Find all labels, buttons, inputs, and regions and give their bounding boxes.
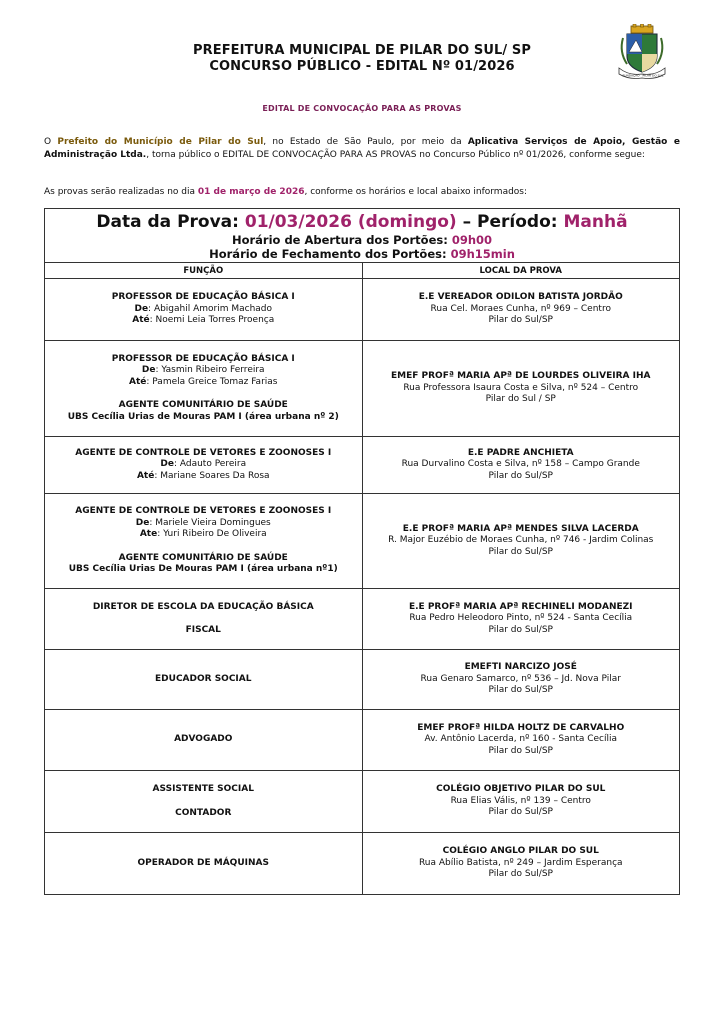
range-to xyxy=(49,529,358,541)
table-row xyxy=(45,279,680,341)
range-from-label: De xyxy=(160,459,174,470)
table-row xyxy=(45,589,680,650)
range-to xyxy=(49,315,358,327)
function-cell xyxy=(45,279,363,341)
function-title-secondary: AGENTE COMUNITÁRIO DE SAÚDE xyxy=(118,552,288,563)
banner-row xyxy=(45,209,680,263)
function-title-secondary: AGENTE COMUNITÁRIO DE SAÚDE xyxy=(118,400,288,411)
location-address: Rua Professora Isaura Costa e Silva, nº 524 – Centro xyxy=(403,382,639,393)
table-row xyxy=(45,494,680,589)
location-address: Av. Antônio Lacerda, nº 160 - Santa Cecília xyxy=(424,734,618,745)
line2-text-1: As provas serão realizadas no dia xyxy=(44,187,198,197)
coat-ribbon-left: FUNDAÇÃO xyxy=(622,73,640,78)
location-address: Rua Pedro Heleodoro Pinto, nº 524 - Santa Cecília xyxy=(409,613,633,624)
table-row xyxy=(45,437,680,494)
location-cell xyxy=(362,494,680,589)
location-city: Pilar do Sul/SP xyxy=(488,470,553,481)
column-header-local: LOCAL DA PROVA xyxy=(362,263,680,279)
function-title: PROFESSOR DE EDUCAÇÃO BÁSICA I xyxy=(111,292,295,303)
banner-closing-line xyxy=(45,247,679,261)
location-city: Pilar do Sul/SP xyxy=(488,869,553,880)
location-city: Pilar do Sul/SP xyxy=(488,315,553,326)
range-from-value: : Mariele Vieira Domingues xyxy=(149,517,271,528)
function-title: OPERADOR DE MÁQUINAS xyxy=(137,857,269,868)
header-title-line1: PREFEITURA MUNICIPAL DE PILAR DO SUL/ SP xyxy=(192,43,531,58)
function-cell xyxy=(45,833,363,895)
location-city: Pilar do Sul/SP xyxy=(488,685,553,696)
banner-data: 01/03/2026 (domingo) xyxy=(244,212,457,232)
function-title: PROFESSOR DE EDUCAÇÃO BÁSICA I xyxy=(111,353,295,364)
range-from xyxy=(49,365,358,377)
intro-text-3: , torna público o EDITAL DE CONVOCAÇÃO PARA AS PROVAS no Concurso Público nº 01/2026, conforme segue: xyxy=(146,150,645,160)
line2-date: 01 de março de 2026 xyxy=(197,187,305,197)
range-to-label: Ate xyxy=(139,529,158,540)
range-from xyxy=(49,304,358,316)
table-row xyxy=(45,650,680,710)
function-subtitle: UBS Cecília Urias de Mouras PAM I (área urbana nº 2) xyxy=(67,411,339,422)
function-title: EDUCADOR SOCIAL xyxy=(155,673,252,684)
range-from-label: De xyxy=(134,303,149,314)
location-city: Pilar do Sul/SP xyxy=(488,546,553,557)
location-name: COLÉGIO OBJETIVO PILAR DO SUL xyxy=(436,784,606,795)
range-to-label: Até xyxy=(136,470,155,481)
range-to xyxy=(49,471,358,483)
banner-label-periodo: – Período: xyxy=(456,212,564,232)
range-from xyxy=(49,459,358,471)
location-cell xyxy=(362,437,680,494)
function-cell xyxy=(45,710,363,771)
intro-text-1: O xyxy=(44,137,58,147)
location-city: Pilar do Sul/SP xyxy=(488,807,553,818)
banner-cell xyxy=(45,209,680,263)
function-title-secondary: FISCAL xyxy=(185,625,221,635)
location-cell xyxy=(362,341,680,437)
location-name: E.E PADRE ANCHIETA xyxy=(467,447,574,458)
location-cell xyxy=(362,589,680,650)
range-to-value: : Pamela Greice Tomaz Farias xyxy=(146,376,278,387)
range-to-value: : Noemi Leia Torres Proença xyxy=(149,315,275,326)
location-address: Rua Elias Vális, nº 139 – Centro xyxy=(450,795,591,806)
location-name: EMEF PROFª HILDA HOLTZ DE CARVALHO xyxy=(417,722,625,733)
function-cell xyxy=(45,437,363,494)
range-from-label: De xyxy=(141,365,156,376)
table-row xyxy=(45,341,680,437)
range-to-label: Até xyxy=(129,376,147,387)
intro-empresa: Aplicativa Serviços de Apoio, Gestão e Administração Ltda. xyxy=(44,137,680,160)
banner-label-data: Data da Prova: xyxy=(96,212,245,232)
table-row xyxy=(45,771,680,833)
function-title: ADVOGADO xyxy=(174,734,233,745)
function-cell xyxy=(45,341,363,437)
banner-label-abertura: Horário de Abertura dos Portões: xyxy=(231,233,452,247)
range-from-label: De xyxy=(135,517,150,528)
coat-ribbon-right: PILAR DO SUL xyxy=(642,73,664,78)
intro-prefeito: Prefeito do Município de Pilar do Sul xyxy=(57,137,264,147)
function-title-secondary: CONTADOR xyxy=(175,807,232,818)
table-row xyxy=(45,833,680,895)
location-address: R. Major Euzébio de Moraes Cunha, nº 746 - Jardim Colinas xyxy=(388,535,654,546)
range-from-value: : Abigahil Amorim Machado xyxy=(148,303,273,314)
intro-text-2: , no Estado de São Paulo, por meio da xyxy=(263,137,468,147)
banner-opening-line xyxy=(45,233,679,247)
banner-abertura: 09h00 xyxy=(451,233,493,247)
location-name: EMEF PROFª MARIA APª DE LOURDES OLIVEIRA IHA xyxy=(391,371,651,382)
location-address: Rua Abílio Batista, nº 249 – Jardim Esperança xyxy=(418,857,623,868)
range-to-value: : Mariane Soares Da Rosa xyxy=(154,470,270,481)
exam-schedule-table xyxy=(44,208,680,895)
range-to-value: : Yuri Ribeiro De Oliveira xyxy=(157,529,267,540)
document-header xyxy=(44,43,680,75)
intro-paragraph xyxy=(44,136,680,162)
coat-of-arms-icon xyxy=(615,24,669,80)
location-city: Pilar do Sul/SP xyxy=(488,745,553,756)
location-name: EMEFTI NARCIZO JOSÉ xyxy=(464,662,577,673)
function-title: ASSISTENTE SOCIAL xyxy=(152,784,254,794)
location-address: Rua Cel. Moraes Cunha, nº 969 – Centro xyxy=(430,303,611,314)
function-cell xyxy=(45,771,363,833)
function-subtitle: UBS Cecília Urias De Mouras PAM I (área urbana nº1) xyxy=(68,564,338,575)
range-from xyxy=(49,518,358,530)
convocation-subtitle: EDITAL DE CONVOCAÇÃO PARA AS PROVAS xyxy=(262,104,462,113)
column-header-funcao: FUNÇÃO xyxy=(45,263,363,279)
location-address: Rua Genaro Samarco, nº 536 – Jd. Nova Pilar xyxy=(420,673,621,684)
range-from-value: : Adauto Pereira xyxy=(173,459,247,470)
table-row xyxy=(45,710,680,771)
range-from-value: : Yasmin Ribeiro Ferreira xyxy=(155,365,265,376)
header-title-line2: CONCURSO PÚBLICO - EDITAL Nº 01/2026 xyxy=(209,59,515,74)
line2-text-2: , conforme os horários e local abaixo informados: xyxy=(304,187,528,197)
function-cell xyxy=(45,494,363,589)
function-title: DIRETOR DE ESCOLA DA EDUCAÇÃO BÁSICA xyxy=(92,601,314,612)
banner-fechamento: 09h15min xyxy=(450,247,515,261)
location-cell xyxy=(362,650,680,710)
banner-periodo: Manhã xyxy=(563,212,628,232)
location-city: Pilar do Sul/SP xyxy=(488,624,553,635)
location-cell xyxy=(362,710,680,771)
location-name: COLÉGIO ANGLO PILAR DO SUL xyxy=(442,846,599,857)
location-name: E.E PROFª MARIA APª RECHINELI MODANEZI xyxy=(408,601,633,612)
column-header-row xyxy=(45,263,680,279)
banner-label-fechamento: Horário de Fechamento dos Portões: xyxy=(209,247,451,261)
range-to xyxy=(49,377,358,389)
function-cell xyxy=(45,650,363,710)
location-city: Pilar do Sul / SP xyxy=(485,394,556,405)
location-cell xyxy=(362,771,680,833)
exam-date-paragraph xyxy=(44,186,680,199)
location-name: E.E VEREADOR ODILON BATISTA JORDÃO xyxy=(418,292,623,303)
function-cell xyxy=(45,589,363,650)
range-to-label: Até xyxy=(132,315,150,326)
location-address: Rua Durvalino Costa e Silva, nº 158 – Campo Grande xyxy=(401,459,640,470)
location-name: E.E PROFª MARIA APª MENDES SILVA LACERDA xyxy=(402,523,639,534)
location-cell xyxy=(362,279,680,341)
function-title: AGENTE DE CONTROLE DE VETORES E ZOONOSES I xyxy=(75,506,332,517)
banner-date-line xyxy=(45,211,679,233)
location-cell xyxy=(362,833,680,895)
function-title: AGENTE DE CONTROLE DE VETORES E ZOONOSES I xyxy=(75,447,332,458)
